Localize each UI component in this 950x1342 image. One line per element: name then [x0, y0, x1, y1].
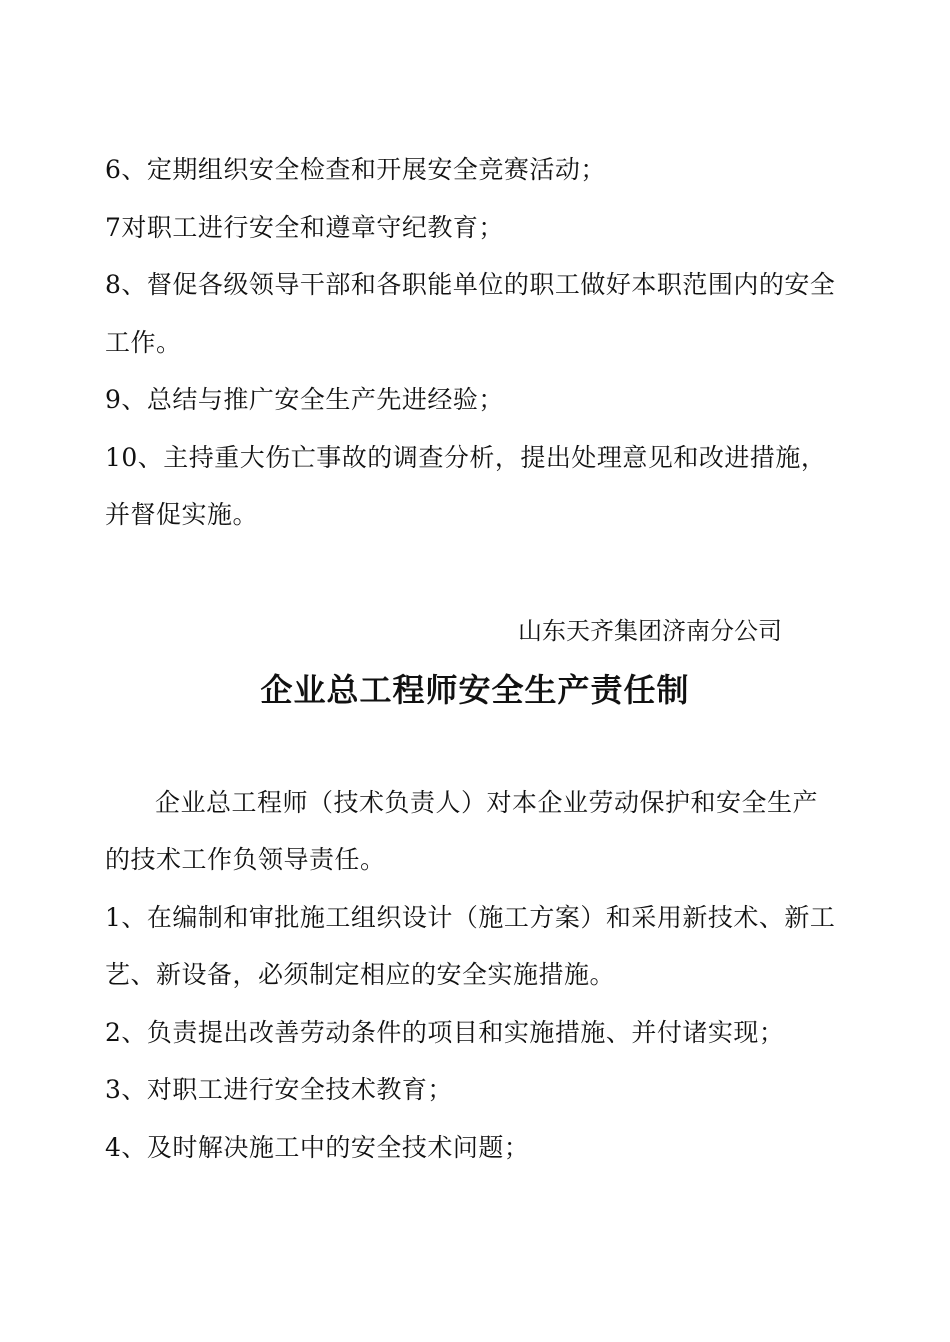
duty-item-1: 1、在编制和审批施工组织设计（施工方案）和采用新技术、新工 — [105, 903, 836, 932]
list-item-10: 10、主持重大伤亡事故的调查分析，提出处理意见和改进措施， — [105, 443, 827, 472]
duty-item-3: 3、对职工进行安全技术教育； — [105, 1075, 453, 1104]
duty-item-1-continued: 艺、新设备，必须制定相应的安全实施措施。 — [105, 960, 616, 989]
duty-item-4: 4、及时解决施工中的安全技术问题； — [105, 1133, 530, 1162]
list-item-8-continued: 工作。 — [105, 328, 182, 357]
list-item-10-continued: 并督促实施。 — [105, 500, 259, 529]
intro-paragraph-line-1: 企业总工程师（技术负责人）对本企业劳动保护和安全生产 — [155, 788, 819, 817]
list-item-7: 7对职工进行安全和遵章守纪教育； — [105, 213, 504, 242]
list-item-6: 6、定期组织安全检查和开展安全竞赛活动； — [105, 155, 606, 184]
company-signature: 山东天齐集团济南分公司 — [518, 617, 782, 645]
list-item-8: 8、督促各级领导干部和各职能单位的职工做好本职范围内的安全 — [105, 270, 836, 299]
intro-paragraph-line-2: 的技术工作负领导责任。 — [105, 845, 386, 874]
duty-item-2: 2、负责提出改善劳动条件的项目和实施措施、并付诸实现； — [105, 1018, 785, 1047]
list-item-9: 9、总结与推广安全生产先进经验； — [105, 385, 504, 414]
section-title: 企业总工程师安全生产责任制 — [260, 671, 690, 709]
